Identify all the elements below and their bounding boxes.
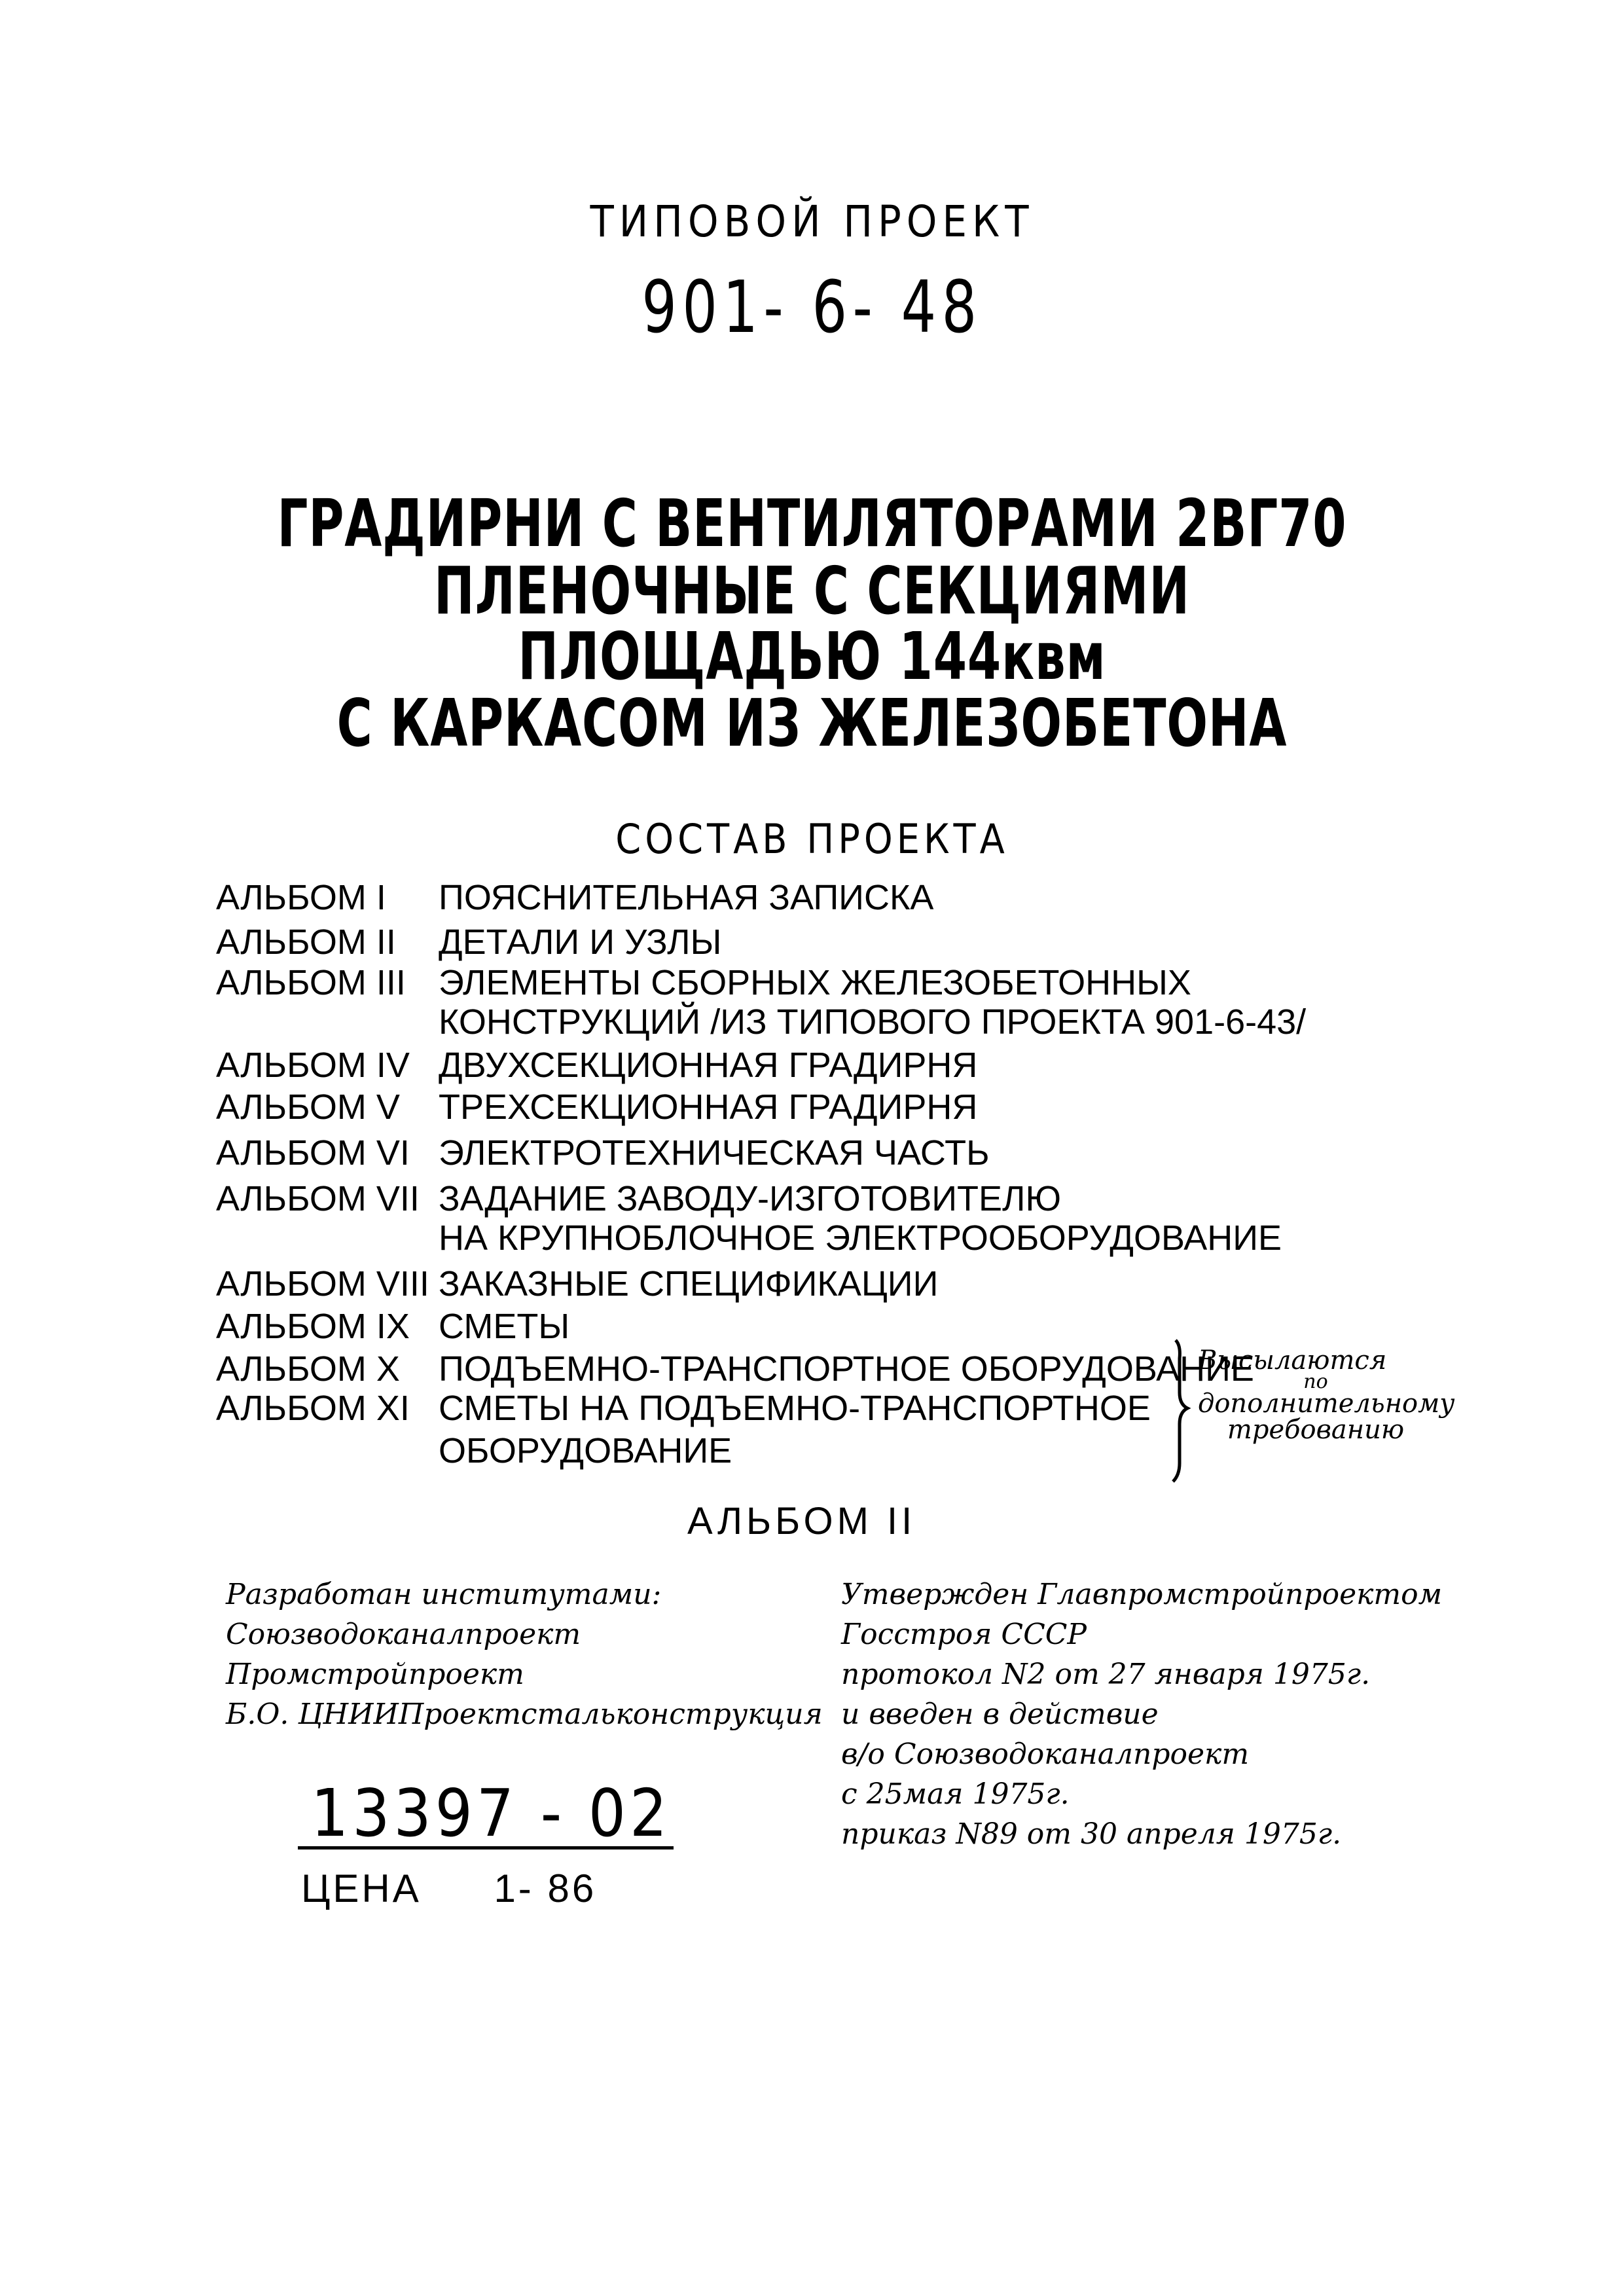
album-label: АЛЬБОМ VII [216, 1179, 420, 1218]
album-label: АЛЬБОМ VIII [216, 1264, 429, 1303]
album-title: ДВУХСЕКЦИОННАЯ ГРАДИРНЯ [439, 1046, 978, 1085]
institute-2: Промстройпроект [226, 1658, 524, 1691]
album-row-1 [216, 877, 933, 918]
album-title: ПОДЪЕМНО-ТРАНСПОРТНОЕ ОБОРУДОВАНИЕ [439, 1349, 1254, 1389]
album-label: АЛЬБОМ X [216, 1349, 400, 1389]
album-row-4 [216, 1045, 977, 1085]
institute-1: Союзводоканалпроект [226, 1618, 581, 1651]
album-11-continuation: ОБОРУДОВАНИЕ [439, 1431, 732, 1470]
price-label: ЦЕНА [301, 1867, 422, 1910]
album-label: АЛЬБОМ XI [216, 1389, 410, 1428]
document-type: ТИПОВОЙ ПРОЕКТ [590, 196, 1034, 247]
note-line-3: дополнительному [1198, 1389, 1455, 1419]
album-label: АЛЬБОМ III [216, 963, 406, 1002]
institute-3: Б.О. ЦНИИПроектстальконструкция [226, 1698, 823, 1731]
album-row-5 [216, 1087, 977, 1127]
current-album: АЛЬБОМ II [687, 1500, 916, 1542]
note-line-4: требованию [1227, 1415, 1405, 1445]
album-title: ТРЕХСЕКЦИОННАЯ ГРАДИРНЯ [439, 1087, 978, 1127]
approval-line-3: протокол N2 от 27 января 1975г. [841, 1658, 1371, 1691]
note-line-2: по [1303, 1370, 1328, 1393]
album-label: АЛЬБОМ V [216, 1087, 400, 1127]
composition-heading: СОСТАВ ПРОЕКТА [615, 815, 1009, 863]
curly-brace-icon [1172, 1339, 1198, 1483]
album-title: ЭЛЕКТРОТЕХНИЧЕСКАЯ ЧАСТЬ [439, 1133, 990, 1173]
album-title: СМЕТЫ [439, 1307, 570, 1346]
title-line-1: ГРАДИРНИ С ВЕНТИЛЯТОРАМИ 2ВГ70 [277, 485, 1347, 562]
album-title: СМЕТЫ НА ПОДЪЕМНО-ТРАНСПОРТНОЕ [439, 1389, 1151, 1428]
on-request-note [1198, 1345, 1455, 1445]
album-row-9 [216, 1306, 569, 1347]
album-title: ДЕТАЛИ И УЗЛЫ [439, 922, 722, 962]
album-label: АЛЬБОМ IX [216, 1307, 410, 1346]
album-row-8 [216, 1264, 938, 1304]
album-row-11 [216, 1388, 1151, 1429]
project-number: 901- 6- 48 [641, 265, 983, 349]
developed-by-block [226, 1575, 823, 1734]
album-label: АЛЬБОМ IV [216, 1046, 410, 1085]
approval-line-4: и введен в действие [841, 1698, 1159, 1731]
approval-line-2: Госстроя СССР [841, 1618, 1087, 1651]
title-line-4: С КАРКАСОМ ИЗ ЖЕЛЕЗОБЕТОНА [336, 685, 1288, 761]
approval-line-7: приказ N89 от 30 апреля 1975г. [841, 1817, 1342, 1851]
catalog-code: 13397 - 02 [298, 1781, 674, 1850]
album-row-3 [216, 962, 1191, 1003]
album-7-continuation: НА КРУПНОБЛОЧНОЕ ЭЛЕКТРООБОРУДОВАНИЕ [439, 1218, 1282, 1258]
album-3-continuation: КОНСТРУКЦИЙ /ИЗ ТИПОВОГО ПРОЕКТА 901-6-43/ [439, 1002, 1307, 1042]
album-row-6 [216, 1133, 990, 1173]
approval-line-6: с 25мая 1975г. [841, 1777, 1070, 1811]
album-label: АЛЬБОМ VI [216, 1133, 410, 1173]
album-row-2 [216, 922, 721, 962]
note-line-1: Высылаются [1198, 1345, 1387, 1376]
album-label: АЛЬБОМ II [216, 922, 396, 962]
price [301, 1866, 596, 1911]
album-title: ПОЯСНИТЕЛЬНАЯ ЗАПИСКА [439, 878, 934, 917]
album-label: АЛЬБОМ I [216, 878, 386, 917]
title-line-3: ПЛОЩАДЬЮ 144квм [518, 618, 1106, 695]
title-line-2: ПЛЕНОЧНЫЕ С СЕКЦИЯМИ [434, 553, 1190, 629]
approval-line-1: Утвержден Главпромстройпроектом [841, 1578, 1443, 1611]
approval-line-5: в/о Союзводоканалпроект [841, 1738, 1250, 1771]
price-value: 1- 86 [494, 1867, 597, 1910]
album-row-10 [216, 1349, 1254, 1389]
album-title: ЭЛЕМЕНТЫ СБОРНЫХ ЖЕЛЕЗОБЕТОННЫХ [439, 963, 1191, 1002]
album-title: ЗАКАЗНЫЕ СПЕЦИФИКАЦИИ [439, 1264, 939, 1303]
album-title: ЗАДАНИЕ ЗАВОДУ-ИЗГОТОВИТЕЛЮ [439, 1179, 1062, 1218]
developed-by-heading: Разработан институтами: [226, 1578, 662, 1611]
approval-block [841, 1575, 1442, 1854]
album-row-7 [216, 1178, 1061, 1219]
